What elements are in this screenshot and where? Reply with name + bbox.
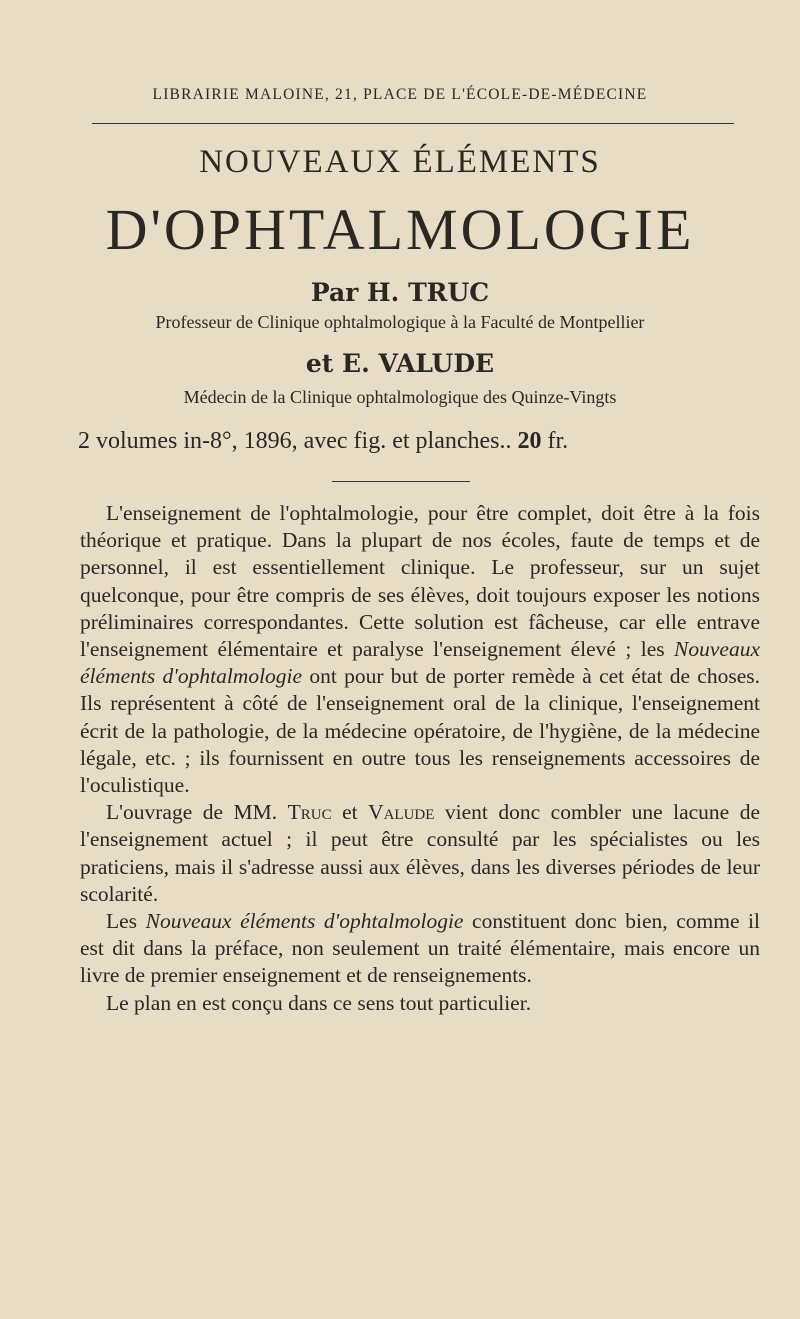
paragraph-3-text-b: constituent donc bien, comme il est dit dans la préface, non seulement un traité élémentaire, mais encore un livre de premier enseignement et de renseignements.	[80, 909, 761, 988]
paragraph-2-author-2: Valude	[368, 800, 435, 825]
edition-text: 2 volumes in-8°, 1896, avec fig. et planches..	[78, 428, 518, 454]
edition-line	[78, 428, 758, 455]
title-line-2: D'OPHTALMOLOGIE	[105, 197, 695, 262]
price-currency: fr.	[541, 428, 569, 454]
paragraph-2-author-1: Truc	[287, 800, 332, 825]
paragraph-2-text-mid: et	[331, 800, 369, 825]
title-line-1: NOUVEAUX ÉLÉMENTS	[199, 144, 601, 180]
paragraph-1-book-title: Nouveaux éléments d'ophtalmologie	[80, 637, 760, 689]
price: 20	[517, 428, 542, 454]
section-rule	[332, 481, 470, 482]
header-rule	[92, 123, 734, 124]
author-name: Par H. TRUC	[310, 278, 490, 307]
co-author-description: Médecin de la Clinique ophtalmologique des Quinze-Vingts	[183, 387, 617, 407]
paragraph-2-text-b: vient donc combler une lacune de l'enseignement actuel ; il peut être consulté par les spécialistes ou les praticiens, mais il s'adresse aussi aux élèves, dans les diverses périodes de leur scolarité.	[80, 800, 760, 906]
paragraph-3	[80, 908, 760, 990]
paragraph-3-book-title: Nouveaux éléments d'ophtalmologie	[145, 909, 464, 934]
paragraph-1-text-b: ont pour but de porter remède à cet état de choses. Ils représentent à côté de l'enseignement oral de la clinique, l'enseignement écrit de la pathologie, de la médecine opératoire, de l'hygiène, de la médecine légale, etc. ; ils fournissent en outre tous les renseignements accessoires de l'oculistique.	[80, 664, 760, 798]
paragraph-2-text-a: L'ouvrage de MM.	[106, 800, 288, 825]
paragraph-1-text-a: L'enseignement de l'ophtalmologie, pour être complet, doit être à la fois théorique et pratique. Dans la plupart de nos écoles, faute de temps et de personnel, il est essentiellement clinique. Le professeur, sur un sujet quelconque, pour être compris de ses élèves, doit toujours exposer les notions préliminaires correspondantes. Cette solution est fâcheuse, car elle entrave l'enseignement élémentaire et paralyse l'enseignement élevé ; les	[80, 501, 760, 662]
author-description: Professeur de Clinique ophtalmologique à la Faculté de Montpellier	[155, 312, 645, 332]
publisher-header: LIBRAIRIE MALOINE, 21, PLACE DE L'ÉCOLE-DE-MÉDECINE	[152, 86, 648, 103]
paragraph-4: Le plan en est conçu dans ce sens tout particulier.	[106, 990, 532, 1015]
co-author-name: et E. VALUDE	[305, 349, 495, 378]
body-text	[80, 500, 760, 1017]
paragraph-2	[80, 799, 760, 908]
paragraph-3-text-a: Les	[106, 909, 146, 934]
paragraph-1	[80, 500, 760, 799]
